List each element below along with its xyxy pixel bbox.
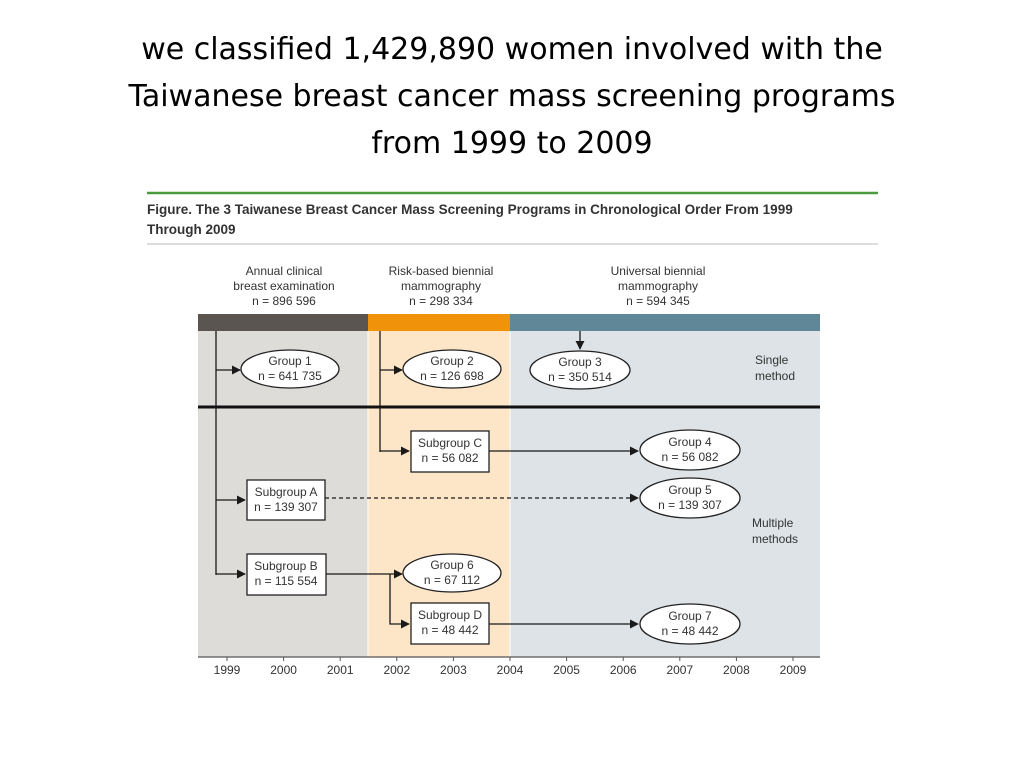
year-label-2008: 2008 bbox=[723, 663, 750, 677]
year-label-2006: 2006 bbox=[609, 663, 637, 677]
group-4-name: Group 4 bbox=[668, 435, 712, 449]
program-header-annual-clinical bbox=[233, 264, 334, 308]
subgroup-c-n: n = 56 082 bbox=[421, 451, 479, 465]
subgroup-b-n: n = 115 554 bbox=[254, 574, 318, 588]
group-7-node bbox=[640, 604, 740, 644]
program-header-universal bbox=[611, 264, 706, 308]
group-1-name: Group 1 bbox=[268, 354, 312, 368]
year-label-2004: 2004 bbox=[496, 663, 524, 677]
program-3-label-1: Universal biennial bbox=[610, 264, 706, 278]
year-label-2003: 2003 bbox=[440, 663, 467, 677]
group-2-node bbox=[403, 350, 501, 388]
group-7-n: n = 48 442 bbox=[661, 624, 719, 638]
year-label-2000: 2000 bbox=[270, 663, 297, 677]
group-4-n: n = 56 082 bbox=[661, 450, 719, 464]
group-1-n: n = 641 735 bbox=[258, 369, 322, 383]
slide-title-line-2: Taiwanese breast cancer mass screening programs bbox=[128, 79, 896, 114]
group-3-node bbox=[530, 351, 630, 389]
group-3-name: Group 3 bbox=[558, 355, 602, 369]
group-5-n: n = 139 307 bbox=[658, 498, 722, 512]
subgroup-a-name: Subgroup A bbox=[254, 485, 318, 499]
figure-caption-line-2: Through 2009 bbox=[147, 222, 236, 237]
program-1-n: n = 896 596 bbox=[252, 294, 316, 308]
group-6-name: Group 6 bbox=[430, 558, 474, 572]
group-3-n: n = 350 514 bbox=[548, 370, 612, 384]
group-2-name: Group 2 bbox=[430, 354, 474, 368]
program-1-label-2: breast examination bbox=[233, 279, 335, 293]
subgroup-c-node bbox=[411, 431, 489, 472]
group-5-name: Group 5 bbox=[668, 483, 712, 497]
multiple-methods-label-2: methods bbox=[752, 532, 799, 546]
group-2-n: n = 126 698 bbox=[420, 369, 484, 383]
program-3-n: n = 594 345 bbox=[626, 294, 690, 308]
year-label-2007: 2007 bbox=[666, 663, 694, 677]
program-1-label-1: Annual clinical bbox=[245, 264, 323, 278]
group-6-n: n = 67 112 bbox=[423, 573, 481, 587]
subgroup-c-name: Subgroup C bbox=[417, 436, 483, 450]
subgroup-d-node bbox=[411, 603, 489, 644]
subgroup-b-name: Subgroup B bbox=[254, 559, 318, 573]
single-method-label-2: method bbox=[755, 369, 796, 383]
subgroup-b-node bbox=[247, 554, 326, 595]
year-label-2001: 2001 bbox=[326, 663, 354, 677]
subgroup-a-node bbox=[247, 480, 325, 520]
group-5-node bbox=[640, 478, 740, 518]
year-axis bbox=[214, 657, 807, 677]
program-3-bar bbox=[510, 314, 820, 331]
group-6-node bbox=[403, 554, 501, 592]
group-1-node bbox=[241, 350, 339, 388]
subgroup-d-n: n = 48 442 bbox=[421, 623, 479, 637]
subgroup-a-n: n = 139 307 bbox=[254, 500, 318, 514]
program-1-bar bbox=[198, 314, 368, 331]
multiple-methods-label-1: Multiple bbox=[752, 516, 794, 530]
slide-title-line-3: from 1999 to 2009 bbox=[371, 126, 653, 161]
subgroup-d-name: Subgroup D bbox=[417, 608, 483, 622]
year-label-1999: 1999 bbox=[213, 663, 241, 677]
figure-caption-line-1: Figure. The 3 Taiwanese Breast Cancer Mass Screening Programs in Chronological Order From 1999 bbox=[147, 202, 793, 217]
single-method-label-1: Single bbox=[755, 353, 789, 367]
program-2-n: n = 298 334 bbox=[409, 294, 473, 308]
program-header-risk-based bbox=[389, 264, 494, 308]
group-4-node bbox=[640, 430, 740, 470]
program-3-label-2: mammography bbox=[617, 279, 699, 293]
program-2-bar bbox=[368, 314, 510, 331]
year-label-2002: 2002 bbox=[383, 663, 411, 677]
program-2-label-2: mammography bbox=[400, 279, 482, 293]
group-7-name: Group 7 bbox=[668, 609, 712, 623]
year-label-2005: 2005 bbox=[553, 663, 580, 677]
slide-title-line-1: we classified 1,429,890 women involved with the bbox=[141, 32, 883, 67]
program-2-label-1: Risk-based biennial bbox=[388, 264, 494, 278]
year-label-2009: 2009 bbox=[779, 663, 807, 677]
